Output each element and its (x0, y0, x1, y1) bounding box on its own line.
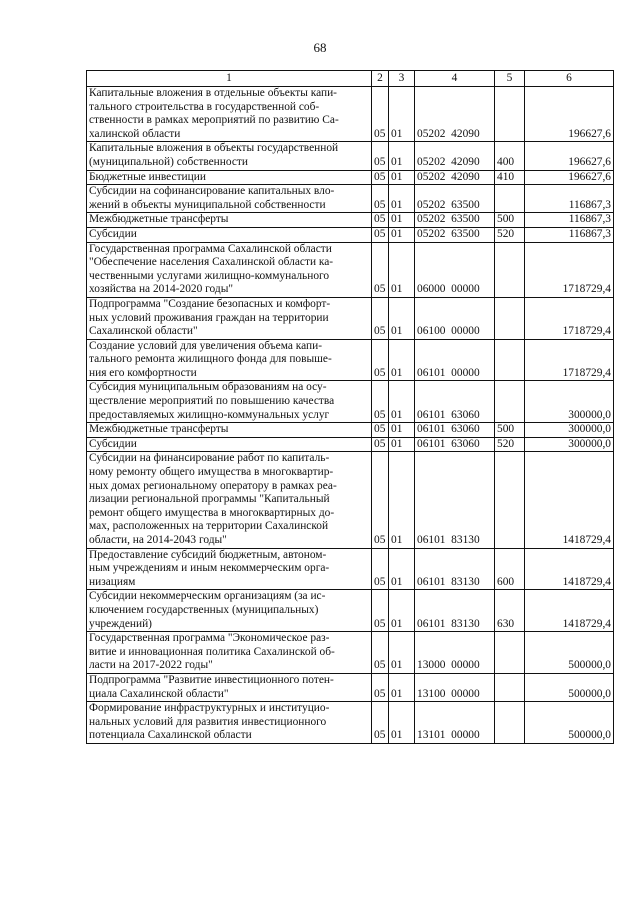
table-body (87, 87, 614, 744)
section-code: 05 (372, 632, 389, 674)
target-article-code: 06101 63060 (415, 381, 495, 423)
amount-value: 196627,6 (525, 170, 614, 185)
target-article-code: 06100 00000 (415, 297, 495, 339)
column-header: 6 (525, 71, 614, 87)
target-article-code: 05202 63500 (415, 227, 495, 242)
expense-type-code: 520 (495, 227, 525, 242)
amount-value: 1718729,4 (525, 297, 614, 339)
table-row (87, 213, 614, 228)
target-article-code: 06000 00000 (415, 242, 495, 297)
amount-value: 300000,0 (525, 423, 614, 438)
row-name: Бюджетные инвестиции (87, 170, 372, 185)
row-name: Формирование инфраструктурных и институцио- нальных условий для развития инвестиционного потенциала Сахалинской области (87, 702, 372, 744)
row-name: Предоставление субсидий бюджетным, автоном- ным учреждениям и иным некоммерческим орга- низациям (87, 548, 372, 590)
amount-value: 300000,0 (525, 437, 614, 452)
amount-value: 500000,0 (525, 673, 614, 701)
target-article-code: 05202 42090 (415, 170, 495, 185)
section-code: 05 (372, 423, 389, 438)
subsection-code: 01 (389, 339, 415, 381)
column-header: 2 (372, 71, 389, 87)
section-code: 05 (372, 590, 389, 632)
section-code: 05 (372, 381, 389, 423)
expense-type-code: 400 (495, 142, 525, 170)
row-name: Подпрограмма "Развитие инвестиционного потен- циала Сахалинской области" (87, 673, 372, 701)
section-code: 05 (372, 297, 389, 339)
row-name: Межбюджетные трансферты (87, 423, 372, 438)
amount-value: 116867,3 (525, 213, 614, 228)
section-code: 05 (372, 227, 389, 242)
subsection-code: 01 (389, 185, 415, 213)
amount-value: 116867,3 (525, 227, 614, 242)
budget-table (86, 70, 614, 744)
page-number: 68 (313, 40, 327, 55)
subsection-code: 01 (389, 548, 415, 590)
row-name: Межбюджетные трансферты (87, 213, 372, 228)
amount-value: 300000,0 (525, 381, 614, 423)
table-row (87, 185, 614, 213)
subsection-code: 01 (389, 590, 415, 632)
row-name: Государственная программа "Экономическое раз- витие и инновационная политика Сахалинской об- ласти на 2017-2022 годы" (87, 632, 372, 674)
subsection-code: 01 (389, 227, 415, 242)
table-row (87, 632, 614, 674)
amount-value: 116867,3 (525, 185, 614, 213)
expense-type-code: 600 (495, 548, 525, 590)
expense-type-code: 630 (495, 590, 525, 632)
table-row (87, 437, 614, 452)
subsection-code: 01 (389, 632, 415, 674)
target-article-code: 06101 63060 (415, 423, 495, 438)
table-row (87, 381, 614, 423)
section-code: 05 (372, 339, 389, 381)
section-code: 05 (372, 142, 389, 170)
table-row (87, 452, 614, 548)
expense-type-code (495, 185, 525, 213)
table-row (87, 87, 614, 142)
expense-type-code: 520 (495, 437, 525, 452)
expense-type-code: 410 (495, 170, 525, 185)
expense-type-code: 500 (495, 423, 525, 438)
subsection-code: 01 (389, 423, 415, 438)
expense-type-code (495, 242, 525, 297)
subsection-code: 01 (389, 242, 415, 297)
section-code: 05 (372, 437, 389, 452)
expense-type-code: 500 (495, 213, 525, 228)
table-row (87, 297, 614, 339)
target-article-code: 05202 63500 (415, 213, 495, 228)
target-article-code: 13000 00000 (415, 632, 495, 674)
amount-value: 500000,0 (525, 702, 614, 744)
amount-value: 1418729,4 (525, 452, 614, 548)
subsection-code: 01 (389, 381, 415, 423)
target-article-code: 06101 83130 (415, 548, 495, 590)
table-row (87, 548, 614, 590)
amount-value: 196627,6 (525, 142, 614, 170)
header-row (87, 71, 614, 87)
target-article-code: 06101 83130 (415, 452, 495, 548)
table-row (87, 142, 614, 170)
section-code: 05 (372, 452, 389, 548)
table-row (87, 423, 614, 438)
section-code: 05 (372, 87, 389, 142)
target-article-code: 05202 42090 (415, 142, 495, 170)
column-header: 1 (87, 71, 372, 87)
column-header: 5 (495, 71, 525, 87)
row-name: Субсидии на финансирование работ по капиталь- ному ремонту общего имущества в многоквартир- ных домах региональному оператору в рамках реа- лизации региональной программы "Капитальный ремонт общего имущества в многоквартирных до- мах, расположенных на территории Сахалинской области, на 2014-2043 годы" (87, 452, 372, 548)
expense-type-code (495, 452, 525, 548)
subsection-code: 01 (389, 87, 415, 142)
expense-type-code (495, 381, 525, 423)
expense-type-code (495, 673, 525, 701)
target-article-code: 06101 83130 (415, 590, 495, 632)
table-row (87, 339, 614, 381)
row-name: Подпрограмма "Создание безопасных и комфорт- ных условий проживания граждан на территории Сахалинской области" (87, 297, 372, 339)
row-name: Капитальные вложения в объекты государственной (муниципальной) собственности (87, 142, 372, 170)
section-code: 05 (372, 673, 389, 701)
row-name: Субсидия муниципальным образованиям на осу- ществление мероприятий по повышению качества предоставляемых жилищно-коммунальных услуг (87, 381, 372, 423)
target-article-code: 13101 00000 (415, 702, 495, 744)
amount-value: 1418729,4 (525, 590, 614, 632)
row-name: Создание условий для увеличения объема капи- тального ремонта жилищного фонда для повыше- ния его комфортности (87, 339, 372, 381)
row-name: Капитальные вложения в отдельные объекты капи- тального строительства в государственной соб- ственности в рамках мероприятий по развитию Са- халинской области (87, 87, 372, 142)
subsection-code: 01 (389, 142, 415, 170)
table-row (87, 673, 614, 701)
table-row (87, 170, 614, 185)
column-header: 3 (389, 71, 415, 87)
section-code: 05 (372, 185, 389, 213)
target-article-code: 06101 63060 (415, 437, 495, 452)
subsection-code: 01 (389, 297, 415, 339)
section-code: 05 (372, 213, 389, 228)
column-header: 4 (415, 71, 495, 87)
table-row (87, 590, 614, 632)
expense-type-code (495, 87, 525, 142)
target-article-code: 05202 63500 (415, 185, 495, 213)
subsection-code: 01 (389, 437, 415, 452)
table-row (87, 227, 614, 242)
row-name: Субсидии (87, 437, 372, 452)
section-code: 05 (372, 702, 389, 744)
expense-type-code (495, 702, 525, 744)
subsection-code: 01 (389, 452, 415, 548)
expense-type-code (495, 339, 525, 381)
amount-value: 1418729,4 (525, 548, 614, 590)
row-name: Государственная программа Сахалинской области "Обеспечение населения Сахалинской области ка- чественными услугами жилищно-коммунального хозяйства на 2014-2020 годы" (87, 242, 372, 297)
amount-value: 500000,0 (525, 632, 614, 674)
expense-type-code (495, 297, 525, 339)
target-article-code: 06101 00000 (415, 339, 495, 381)
section-code: 05 (372, 242, 389, 297)
section-code: 05 (372, 548, 389, 590)
table-row (87, 702, 614, 744)
row-name: Субсидии (87, 227, 372, 242)
expense-type-code (495, 632, 525, 674)
target-article-code: 13100 00000 (415, 673, 495, 701)
row-name: Субсидии на софинансирование капитальных вло- жений в объекты муниципальной собственности (87, 185, 372, 213)
amount-value: 1718729,4 (525, 339, 614, 381)
amount-value: 1718729,4 (525, 242, 614, 297)
subsection-code: 01 (389, 673, 415, 701)
amount-value: 196627,6 (525, 87, 614, 142)
section-code: 05 (372, 170, 389, 185)
row-name: Субсидии некоммерческим организациям (за ис- ключением государственных (муниципальных) учреждений) (87, 590, 372, 632)
subsection-code: 01 (389, 702, 415, 744)
subsection-code: 01 (389, 170, 415, 185)
subsection-code: 01 (389, 213, 415, 228)
target-article-code: 05202 42090 (415, 87, 495, 142)
table-row (87, 242, 614, 297)
